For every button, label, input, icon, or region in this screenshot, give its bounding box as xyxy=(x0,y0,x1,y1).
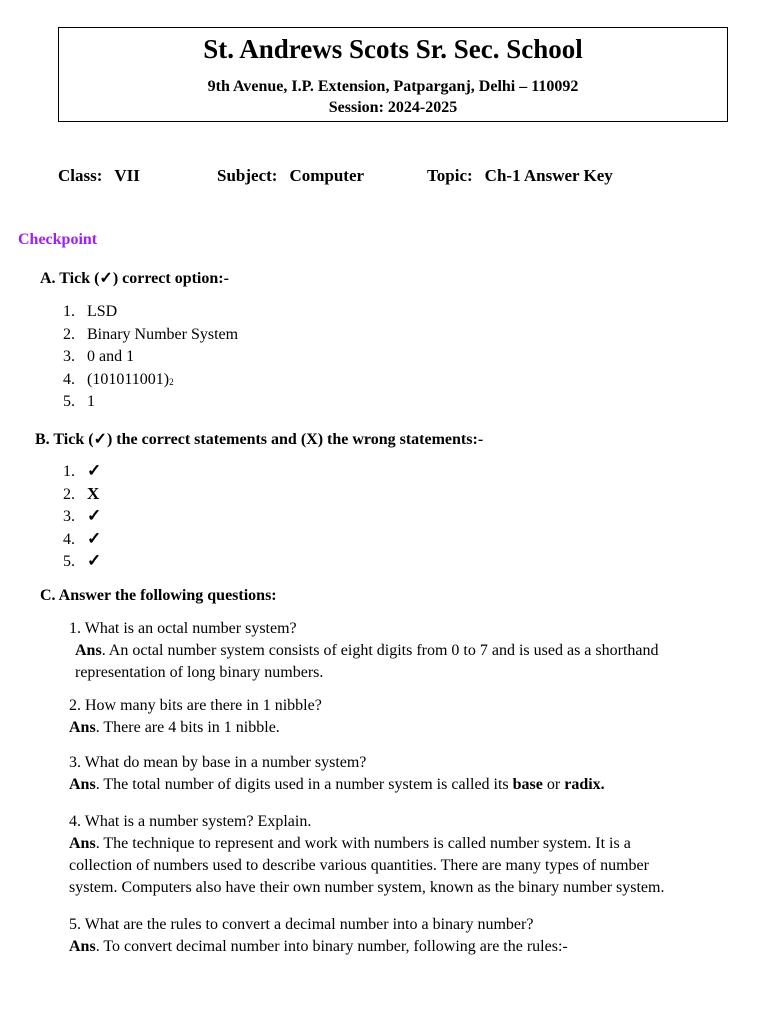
school-address: 9th Avenue, I.P. Extension, Patparganj, Delhi – 110092 xyxy=(207,78,579,95)
class-value: VII xyxy=(114,166,140,185)
answer-text: Ans. There are 4 bits in 1 nibble. xyxy=(69,719,280,736)
topic-label: Topic: xyxy=(427,166,473,185)
part-b-list xyxy=(63,460,101,573)
answer-label: Ans xyxy=(69,719,96,736)
school-name: St. Andrews Scots Sr. Sec. School xyxy=(203,34,583,64)
class-label: Class: xyxy=(58,166,103,185)
section-title: Checkpoint xyxy=(18,231,98,248)
list-item: 5. 1 xyxy=(63,393,95,410)
question-5 xyxy=(69,914,568,958)
answer-label: Ans xyxy=(69,776,96,793)
list-item: 1. ✓ xyxy=(63,461,102,480)
check-mark-icon: ✓ xyxy=(87,528,102,548)
question-3 xyxy=(69,752,605,796)
subject-info xyxy=(217,166,364,186)
question-text: 2. How many bits are there in 1 nibble? xyxy=(69,697,322,714)
list-item: 3. 0 and 1 xyxy=(63,348,135,365)
question-text: 5. What are the rules to convert a decimal number into a binary number? xyxy=(69,916,534,933)
subject-label: Subject: xyxy=(217,166,278,185)
question-text: 3. What do mean by base in a number system? xyxy=(69,754,367,771)
answer-text: Ans. The technique to represent and work with numbers is called number system. It is a collection of numbers used to describe various quantities. There are many types of number system. Computers also have their own number system, known as the binary number system. xyxy=(69,835,665,896)
topic-info xyxy=(427,166,613,186)
check-mark-icon: ✓ xyxy=(87,506,102,525)
list-item: 5. ✓ xyxy=(63,551,102,570)
subject-value: Computer xyxy=(289,166,365,185)
question-1 xyxy=(69,618,659,684)
question-2 xyxy=(69,695,322,739)
answer-label: Ans xyxy=(69,938,96,955)
topic-value: Ch-1 Answer Key xyxy=(484,166,613,185)
cross-mark-icon: X xyxy=(87,483,100,503)
list-item: 4. ✓ xyxy=(63,528,102,548)
list-item: 3. ✓ xyxy=(63,506,102,525)
subscript: 2 xyxy=(169,376,174,387)
part-c-heading: C. Answer the following questions: xyxy=(40,587,277,604)
school-header xyxy=(58,27,728,122)
question-4 xyxy=(69,811,664,899)
class-info xyxy=(58,166,140,186)
part-a-heading: A. Tick (✓) correct option:- xyxy=(40,270,229,287)
answer-label: Ans xyxy=(69,835,96,852)
part-b-heading: B. Tick (✓) the correct statements and (X) the wrong statements:- xyxy=(35,431,484,448)
answer-label: Ans xyxy=(75,642,102,659)
list-item: 1. LSD xyxy=(63,303,118,320)
list-item: 2. Binary Number System xyxy=(63,325,239,343)
answer-text: Ans. An octal number system consists of eight digits from 0 to 7 and is used as a shorthand representation of long binary numbers. xyxy=(75,642,659,681)
check-mark-icon: ✓ xyxy=(87,551,102,570)
question-text: 4. What is a number system? Explain. xyxy=(69,813,312,830)
answer-text: Ans. The total number of digits used in a number system is called its base or radix. xyxy=(69,776,605,793)
session-label: Session: 2024-2025 xyxy=(328,99,458,116)
list-item: 4. $(101011001)_2$ xyxy=(63,370,174,388)
list-item: 2. X xyxy=(63,483,100,503)
check-mark-icon: ✓ xyxy=(87,461,102,480)
part-a-list xyxy=(63,301,238,414)
answer-text: Ans. To convert decimal number into binary number, following are the rules:- xyxy=(69,938,568,955)
question-text: 1. What is an octal number system? xyxy=(69,620,297,637)
